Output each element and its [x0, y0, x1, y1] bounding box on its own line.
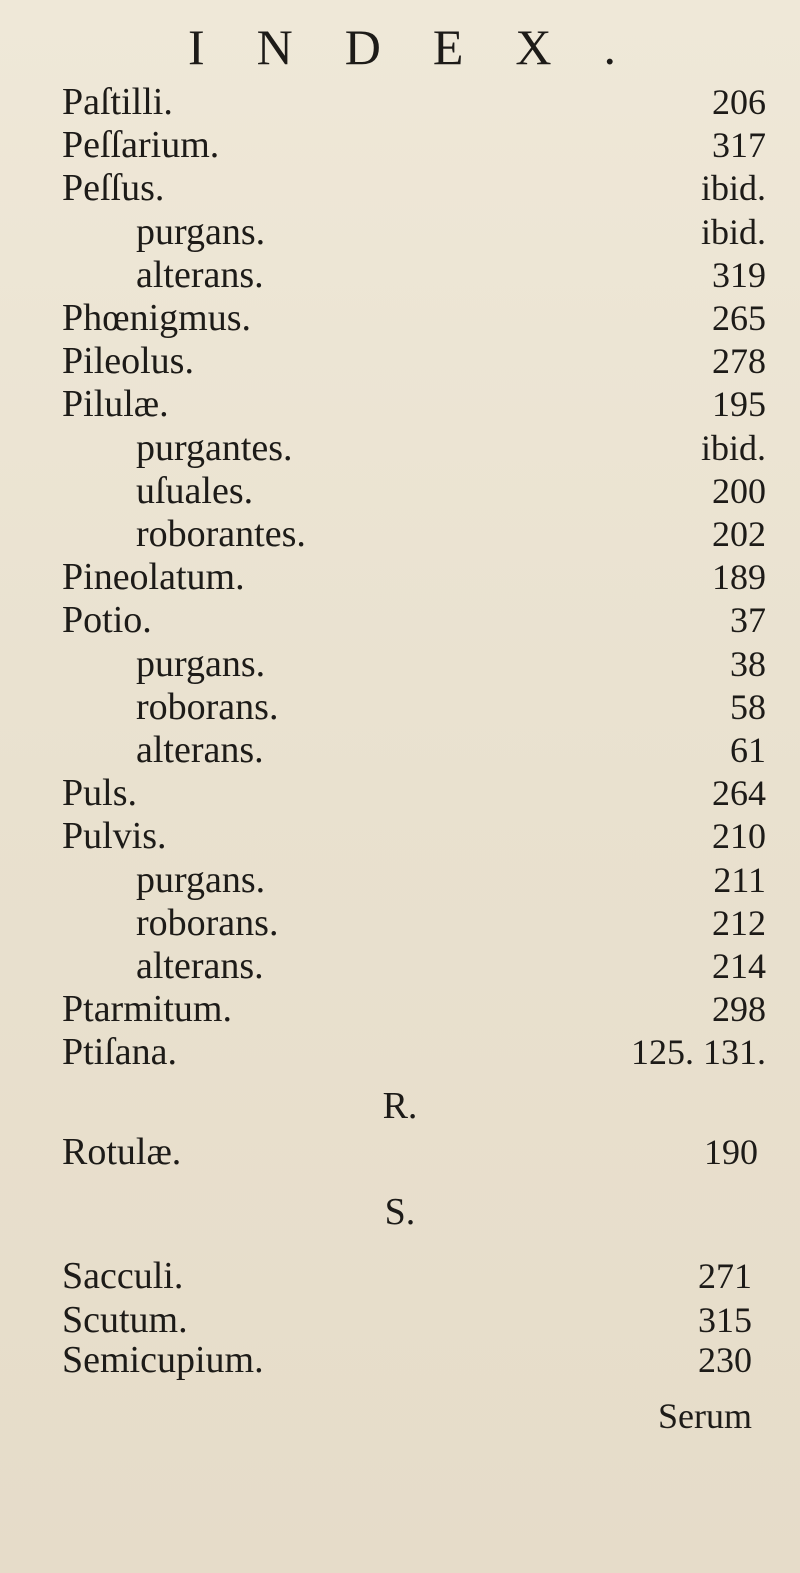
entry-page: 38	[730, 644, 766, 684]
index-entry	[0, 82, 800, 122]
entry-page: ibid.	[700, 212, 766, 252]
section-letter-r: R.	[382, 1085, 418, 1127]
index-entry	[0, 687, 800, 727]
entry-page: 265	[712, 298, 766, 338]
entry-sublabel: alterans.	[136, 729, 264, 771]
index-entry	[0, 903, 800, 943]
entry-label: Paſtilli.	[62, 81, 173, 123]
index-entry	[0, 384, 800, 424]
entry-page: 37	[730, 600, 766, 640]
catchword: Serum	[658, 1396, 752, 1436]
entry-sublabel: alterans.	[136, 945, 264, 987]
entry-label: Phœnigmus.	[62, 297, 251, 339]
entry-page: 317	[712, 125, 766, 165]
index-entry	[0, 125, 800, 165]
entry-sublabel: purgans.	[136, 859, 266, 901]
entry-label: Pineolatum.	[62, 556, 245, 598]
index-entry	[0, 1032, 800, 1072]
entry-page: 195	[712, 384, 766, 424]
entry-page: ibid.	[700, 168, 766, 208]
entry-label: Scutum.	[62, 1299, 188, 1341]
entry-sublabel: alterans.	[136, 254, 264, 296]
entry-page: 61	[730, 730, 766, 770]
index-entry	[0, 255, 800, 295]
entry-page: 271	[698, 1256, 752, 1296]
index-entry	[0, 298, 800, 338]
index-entry	[0, 773, 800, 813]
entry-label: Peſſarium.	[62, 124, 220, 166]
index-entry	[0, 600, 800, 640]
entry-sublabel: purgantes.	[136, 427, 293, 469]
index-entry	[0, 168, 800, 208]
entry-sublabel: roborans.	[136, 902, 279, 944]
entry-label: Ptiſana.	[62, 1031, 178, 1073]
entry-page: 125. 131.	[631, 1032, 766, 1072]
entry-label: Potio.	[62, 599, 152, 641]
entry-label: Pilulæ.	[62, 383, 169, 425]
entry-page: 202	[712, 514, 766, 554]
entry-page: 278	[712, 341, 766, 381]
entry-page: 206	[712, 82, 766, 122]
entry-page: 319	[712, 255, 766, 295]
page-heading: INDEX.	[188, 19, 669, 75]
index-entry	[0, 341, 800, 381]
index-entry	[0, 946, 800, 986]
entry-sublabel: roborantes.	[136, 513, 306, 555]
entry-sublabel: roborans.	[136, 686, 279, 728]
entry-page: 298	[712, 989, 766, 1029]
entry-sublabel: purgans.	[136, 211, 266, 253]
entry-page: ibid.	[700, 428, 766, 468]
index-entry	[0, 730, 800, 770]
entry-page: 212	[712, 903, 766, 943]
index-entry	[0, 644, 800, 684]
entry-label: Sacculi.	[62, 1255, 184, 1297]
entry-page: 189	[712, 557, 766, 597]
index-entry	[0, 212, 800, 252]
entry-sublabel: purgans.	[136, 643, 266, 685]
index-entry	[0, 989, 800, 1029]
entry-label: Pulvis.	[62, 815, 167, 857]
entry-page: 211	[713, 860, 766, 900]
index-entry	[0, 1340, 800, 1380]
index-entry	[0, 1256, 800, 1296]
entry-label: Semicupium.	[62, 1339, 264, 1381]
entry-page: 315	[698, 1300, 752, 1340]
entry-page: 190	[704, 1132, 758, 1172]
index-entry	[0, 1132, 800, 1172]
entry-page: 214	[712, 946, 766, 986]
entry-label: Peſſus.	[62, 167, 165, 209]
entry-page: 210	[712, 816, 766, 856]
entry-label: Puls.	[62, 772, 137, 814]
index-entry	[0, 860, 800, 900]
entry-label: Ptarmitum.	[62, 988, 232, 1030]
entry-page: 264	[712, 773, 766, 813]
index-entry	[0, 1300, 800, 1340]
entry-sublabel: uſuales.	[136, 470, 254, 512]
index-entry	[0, 514, 800, 554]
entry-page: 230	[698, 1340, 752, 1380]
index-entry	[0, 557, 800, 597]
entry-page: 58	[730, 687, 766, 727]
section-letter-s: S.	[384, 1191, 416, 1233]
entry-page: 200	[712, 471, 766, 511]
index-entry	[0, 816, 800, 856]
index-entry	[0, 471, 800, 511]
entry-label: Pileolus.	[62, 340, 194, 382]
entry-label: Rotulæ.	[62, 1131, 182, 1173]
index-entry	[0, 428, 800, 468]
